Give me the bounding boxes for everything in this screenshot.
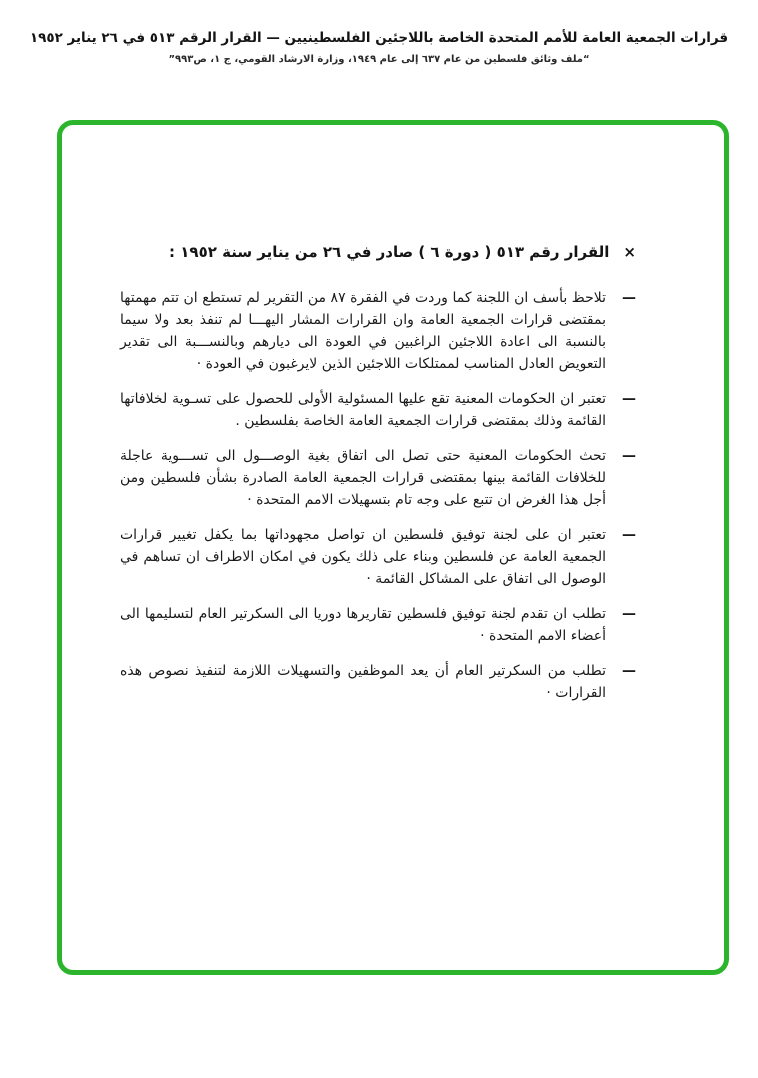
resolution-paragraph (120, 660, 636, 704)
resolution-paragraph (120, 388, 636, 432)
paragraph-text: تعتبر ان الحكومات المعنية تقع عليها المسئولية الأولى للحصول على تسـوية لخلافاتها القائمة وذلك بمقتضى قرارات الجمعية العامة الخاصة بفلسطين . (120, 391, 606, 429)
resolution-content (120, 243, 636, 717)
resolution-paragraph (120, 287, 636, 375)
resolution-heading-text: القرار رقم ٥١٣ ( دورة ٦ ) صادر في ٢٦ من يناير سنة ١٩٥٢ : (169, 243, 610, 261)
document-subtitle: “ملف وثائق فلسطين من عام ٦٣٧ إلى عام ١٩٤٩، وزارة الارشاد القومي، ج ١، ص٩٩٣” (168, 54, 590, 65)
dash-marker: — (622, 290, 636, 306)
document-header (0, 30, 758, 65)
dash-marker: — (622, 391, 636, 407)
resolution-paragraph (120, 524, 636, 590)
dash-marker: — (622, 448, 636, 464)
resolution-paragraph (120, 603, 636, 647)
paragraph-text: تعتبر ان على لجنة توفيق فلسطين ان تواصل مجهوداتها بما يكفل تغيير قرارات الجمعية العامة عن فلسطين وبناء على ذلك يكون في امكان الاطراف ان تساهم في الوصول الى اتفاق على المشاكل القائمة · (120, 527, 606, 587)
heading-x-marker: × (623, 243, 636, 261)
paragraph-text: تحث الحكومات المعنية حتى تصل الى اتفاق بغية الوصـــول الى تســـوية عاجلة للخلافات القائمة بينها بمقتضى قرارات الجمعية العامة الصادرة بشأن فلسطين ومن أجل هذا الغرض ان تتبع على وجه تام بتسهيلات الامم المتحدة · (120, 448, 606, 508)
green-border-frame (57, 120, 729, 975)
resolution-paragraph (120, 445, 636, 511)
dash-marker: — (622, 606, 636, 622)
resolution-heading (120, 243, 636, 261)
paragraph-text: تلاحظ بأسف ان اللجنة كما وردت في الفقرة ٨٧ من التقرير لم تستطع ان تتم مهمتها بمقتضى قرارات الجمعية العامة وان القرارات المشار اليهـــا لم تنفذ بعد ولا سيما بالنسبة الى اعادة اللاجئين الراغبين في العودة الى ديارهم وبالنســـبة الى تقدير التعويض العادل المناسب لممتلكات اللاجئين الذين لايرغبون في العودة · (120, 290, 607, 372)
dash-marker: — (622, 527, 636, 543)
document-title: قرارات الجمعية العامة للأمم المتحدة الخاصة باللاجئين الفلسطينيين — القرار الرقم ٥١٣ في ٢٦ يناير ١٩٥٢ (29, 30, 729, 46)
paragraph-text: تطلب من السكرتير العام أن يعد الموظفين والتسهيلات اللازمة لتنفيذ نصوص هذه القرارات · (120, 663, 606, 701)
dash-marker: — (622, 663, 636, 679)
paragraph-text: تطلب ان تقدم لجنة توفيق فلسطين تقاريرها دوريا الى السكرتير العام لتسليمها الى أعضاء الامم المتحدة · (120, 606, 606, 644)
